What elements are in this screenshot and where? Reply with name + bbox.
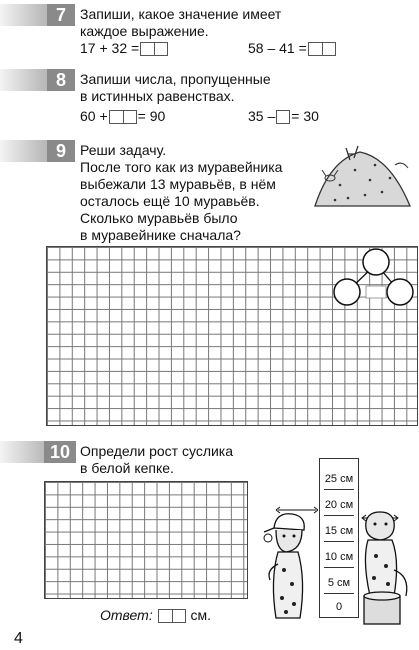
answer-line: Ответ: см. — [100, 607, 212, 623]
answer-box[interactable] — [109, 110, 137, 124]
task-7-number: 7 — [47, 4, 75, 26]
ruler-label: 10 см — [324, 551, 354, 563]
task-9-text: Реши задачу. После того как из муравейника выбежали 13 муравьёв, в нём осталось ещё 10 муравьёв. Сколько муравьёв было в муравейнике сначала? — [80, 142, 283, 243]
task-7-text: Запиши, какое значение имеет каждое выражение. — [80, 6, 282, 39]
answer-box[interactable] — [276, 110, 290, 124]
answer-box[interactable] — [140, 42, 168, 56]
task-7-expr-2: 58 – 41 = — [248, 40, 337, 57]
answer-box[interactable] — [308, 42, 336, 56]
answer-box[interactable] — [158, 609, 186, 623]
task-7-expr-1: 17 + 32 = — [80, 40, 169, 57]
ruler-label: 20 см — [324, 499, 354, 511]
gopher-illustration — [360, 500, 418, 630]
anthill-illustration — [310, 140, 415, 210]
part-whole-scheme — [330, 246, 416, 310]
ruler-label: 15 см — [324, 525, 354, 537]
task-8-text: Запиши числа, пропущенные в истинных равенствах. — [80, 71, 271, 104]
page-number: 4 — [14, 630, 23, 647]
gopher-illustration — [256, 500, 318, 630]
task-8-number: 8 — [47, 69, 75, 91]
task-9-number: 9 — [47, 140, 75, 162]
ruler-label: 5 см — [327, 577, 351, 589]
height-ruler — [319, 458, 359, 618]
ruler-label: 25 см — [324, 473, 354, 485]
task-8-expr-2: 35 – = 30 — [248, 108, 319, 124]
task-10-text: Определи рост суслика в белой кепке. — [80, 443, 234, 476]
task-10-answer-grid[interactable] — [44, 481, 248, 599]
task-10-number: 10 — [44, 441, 76, 463]
task-8-expr-1: 60 + = 90 — [80, 108, 166, 124]
ruler-label: 0 — [335, 601, 343, 613]
